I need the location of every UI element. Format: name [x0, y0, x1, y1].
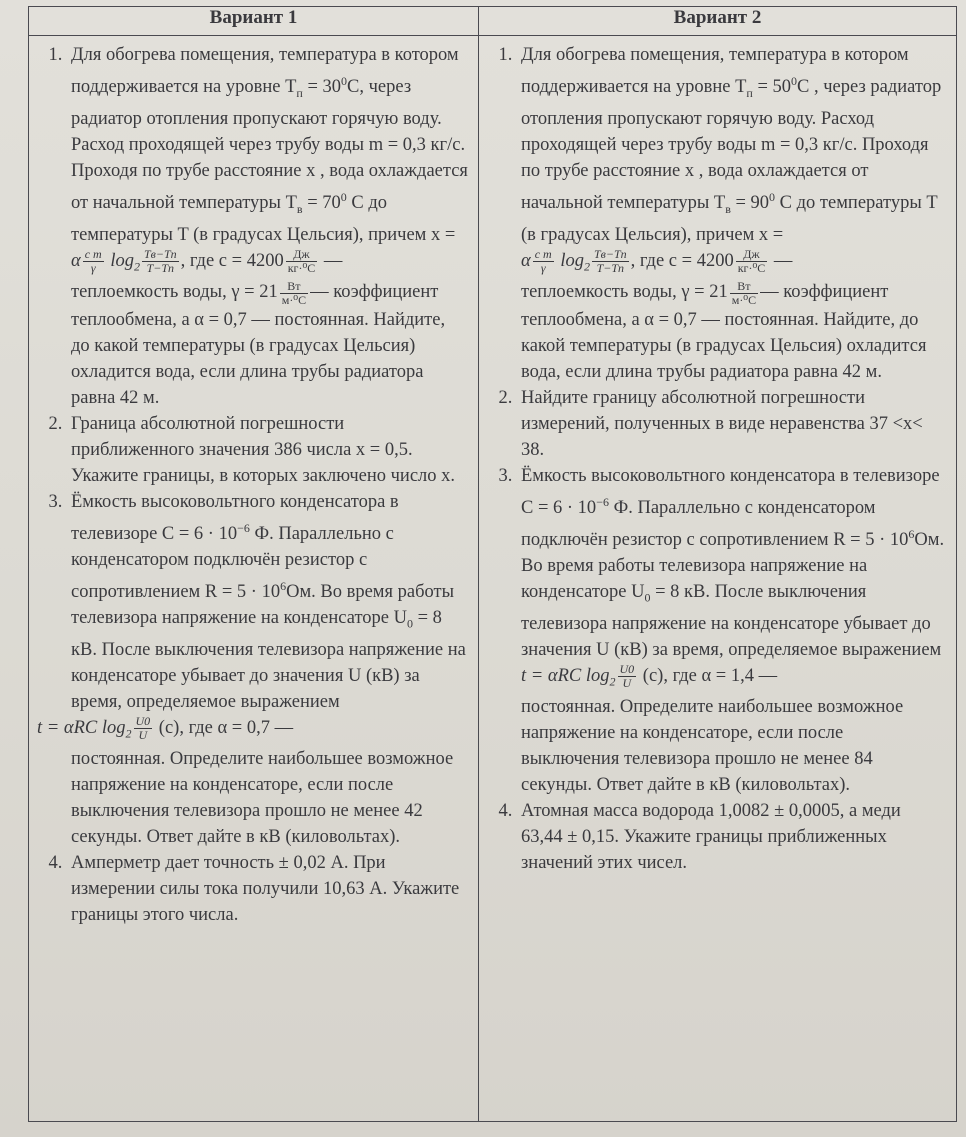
v1-t1-sup-b: 0	[340, 189, 347, 204]
v2-t1-frac-unit-g	[730, 280, 758, 307]
v2-t1-text-b: =	[752, 77, 768, 98]
v2-t1-log: log	[560, 250, 584, 271]
v2-t1-frac-temp-den: T−Tп	[596, 260, 625, 275]
v1-t1-frac-cm-num: c m	[84, 246, 102, 261]
variant-2-header: Вариант 2	[479, 7, 957, 36]
v1-t1-text-d: С, через радиатор отопления пропускают горячую воду. Расход проходящей через трубу воды m = 0,3 кг/с. Проходя по трубе расстояние x , вода охлаждается от начальной температуры T	[71, 77, 468, 213]
v1-task-1	[67, 42, 468, 411]
v2-t1-unit-c-den: кг·⁰С	[737, 260, 766, 275]
v1-t1-frac-unit-c	[286, 248, 318, 275]
v1-t1-text-b: =	[302, 77, 318, 98]
v2-t1-frac-unit-c	[736, 248, 768, 275]
v1-t1-c-value: , где c = 4200	[180, 250, 284, 271]
v2-t1-dash-2: —	[760, 282, 779, 303]
v1-t3-sub-a: 0	[407, 616, 413, 631]
v1-t1-text-e: = 70	[302, 193, 341, 213]
v2-task-3	[517, 463, 946, 799]
v1-t1-frac-temp-num: Tв−Tп	[143, 246, 177, 261]
v2-t3-sup-a: −6	[596, 494, 609, 509]
v2-t1-frac-temp	[592, 248, 629, 275]
v1-t3-frac-den: U	[138, 727, 148, 742]
variant-2-column	[479, 36, 957, 1122]
v1-t3-frac-num: U0	[135, 713, 151, 728]
v1-t3-formula-lead: t = αRC log	[37, 717, 126, 738]
v2-t1-text-g: коэффициент теплообмена, а α = 0,7 — постоянная. Найдите, до какой температуры (в градусах Цельсия) охладится вода, если длина трубы радиатора равна 42 м.	[521, 282, 927, 382]
v2-t1-text-a: Для обогрева помещения, температура в котором поддерживается на уровне Т	[521, 45, 909, 98]
v1-t3-sup-a: −6	[237, 520, 250, 535]
v2-t3-text-b: Ф. Параллельно с конденсатором подключён резистор с сопротивлением R = 5 · 10	[521, 497, 909, 550]
v2-t3-text-e: постоянная. Определите наибольшее возможное напряжение на конденсаторе, если после выключения телевизора прошло не менее 84 секунды. Ответ дайте в кВ (киловольтах).	[521, 697, 904, 796]
v1-t1-frac-cm-den: γ	[90, 260, 96, 275]
v1-t1-text-c: 30	[322, 77, 342, 98]
v2-t1-c-value: , где c = 4200	[630, 250, 734, 271]
v2-t1-sub-a: п	[746, 85, 753, 100]
v2-task-2: 2. Найдите границу абсолютной погрешности измерений, полученных в виде неравенства 37 <x< 38.	[517, 385, 946, 463]
v1-t1-formula	[71, 246, 181, 275]
v2-t1-frac-cm	[533, 248, 554, 275]
v1-t1-frac-temp-den: T−Tп	[146, 260, 175, 275]
v1-t1-sub-b: в	[296, 201, 303, 216]
v2-t1-log-base: 2	[583, 259, 590, 274]
v1-t1-unit-g-num: Вт	[280, 280, 308, 294]
v2-t3-frac-den: U	[622, 675, 632, 690]
v1-t3-text-c: Ом. Во время работы телевизора напряжение на конденсаторе U	[71, 581, 455, 628]
v1-t1-unit-g-den: м·⁰С	[281, 292, 307, 307]
v2-t1-text-e: = 90	[730, 193, 770, 213]
v1-t1-dash-2: —	[310, 282, 329, 303]
v1-t1-frac-cm	[83, 248, 104, 275]
v1-t3-formula-rest: (с), где α = 0,7 —	[154, 717, 294, 738]
v2-t1-text-f: С до температуры T (в градусах Цельсия), причем x =	[521, 193, 938, 245]
v2-t1-frac-cm-num: c m	[534, 246, 552, 261]
v1-t3-text-b: Ф. Параллельно с конденсатором подключён резистор с сопротивлением R = 5 · 10	[71, 523, 394, 602]
v2-t3-sub-a: 0	[644, 590, 651, 605]
v1-t1-unit-c-num: Дж	[286, 248, 318, 262]
v2-t1-unit-g-den: м·⁰С	[731, 292, 757, 307]
v1-task-4: 4. Амперметр дает точность ± 0,02 А. При измерении силы тока получили 10,63 А. Укажите границы этого числа.	[67, 850, 468, 928]
v2-t3-text-a: Ёмкость высоковольтного конденсатора в телевизоре C = 6 · 10	[521, 465, 940, 518]
v1-t1-log-base: 2	[133, 259, 140, 274]
v2-t1-frac-cm-den: γ	[540, 260, 546, 275]
v2-t1-sub-b: в	[725, 201, 731, 216]
v2-t3-formula-lead: t = αRC log	[521, 665, 610, 686]
v2-t3-formula	[521, 661, 638, 690]
v1-t1-sup-a: 0	[341, 74, 348, 88]
v1-t1-frac-temp	[142, 248, 179, 275]
variant-1-task-list	[35, 42, 468, 928]
v2-t1-sup-a: 0	[791, 74, 798, 88]
v2-t1-unit-g-num: Вт	[730, 280, 758, 294]
v2-t3-text-c: Ом. Во время работы телевизора напряжение на конденсаторе U	[521, 529, 945, 602]
v2-t3-log-base: 2	[609, 674, 616, 689]
v2-t1-frac-temp-num: Tв−Tп	[593, 246, 627, 261]
v1-t3-log-base: 2	[125, 726, 132, 741]
header-row	[29, 7, 957, 36]
v2-t3-formula-rest: (с), где α = 1,4 —	[638, 665, 778, 686]
v1-t1-text-g: коэффициент теплообмена, а α = 0,7 — постоянная. Найдите, до какой температуры (в градусах Цельсия) охладится вода, если длина трубы радиатора равна 42 м.	[71, 282, 446, 408]
v2-t3-frac	[618, 663, 637, 690]
v2-t1-formula	[521, 246, 631, 275]
v1-t3-text-d: = 8 кВ. После выключения телевизора напряжение на конденсаторе убывает до значения U (кВ) за время, определяемое выражением	[71, 607, 466, 712]
v1-t3-text-a: Ёмкость высоковольтного конденсатора в телевизоре C = 6 · 10	[71, 491, 399, 544]
v2-t3-frac-num: U0	[619, 661, 635, 676]
v1-task-2: 2. Граница абсолютной погрешности приближенного значения 386 числа x = 0,5. Укажите границы, в которых заключено число x.	[67, 411, 468, 489]
v1-t1-unit-c-den: кг·⁰С	[287, 260, 316, 275]
v2-t1-sup-b: 0	[769, 189, 776, 204]
v2-t1-gamma: теплоемкость воды, γ = 21	[521, 282, 728, 303]
v1-t1-text-f: С до температуры T (в градусах Цельсия), причем x =	[71, 193, 456, 245]
v1-t3-sup-b: 6	[280, 578, 287, 593]
v1-t1-alpha: α	[71, 250, 81, 271]
v1-t1-gamma: теплоемкость воды, γ = 21	[71, 282, 278, 303]
v2-t1-unit-c-num: Дж	[736, 248, 768, 262]
v1-t1-sub-a: п	[296, 85, 303, 100]
variant-1-header: Вариант 1	[29, 7, 479, 36]
variants-table	[28, 6, 957, 1122]
v1-t1-log: log	[110, 250, 134, 271]
v1-t3-frac	[134, 715, 153, 742]
v1-task-3	[37, 489, 468, 851]
v2-t1-dash: —	[769, 250, 793, 271]
variant-1-column	[29, 36, 479, 1122]
v2-t3-text-d: = 8 кВ. После выключения телевизора напряжение на конденсаторе убывает до значения U (кВ) за время, определяемое выражением	[521, 581, 942, 660]
v2-t1-alpha: α	[521, 250, 531, 271]
content-row	[29, 36, 957, 1122]
v2-task-4: 4. Атомная масса водорода 1,0082 ± 0,0005, а меди 63,44 ± 0,15. Укажите границы приближенных значений этих чисел.	[517, 798, 946, 876]
v1-t1-text-a: Для обогрева помещения, температура в котором поддерживается на уровне Т	[71, 45, 459, 98]
v2-t3-sup-b: 6	[908, 526, 915, 541]
v1-t3-formula	[37, 713, 154, 742]
v1-t3-text-e: постоянная. Определите наибольшее возможное напряжение на конденсаторе, если после выключения телевизора прошло не менее 42 секунды. Ответ дайте в кВ (киловольтах).	[71, 749, 454, 848]
v1-t1-dash: —	[319, 250, 343, 271]
v2-t1-text-d: С , через радиатор отопления пропускают горячую воду. Расход проходящей через трубу воды m = 0,3 кг/с. Проходя по трубе расстояние x , вода охлаждается от начальной температуры T	[521, 77, 942, 213]
v1-t1-frac-unit-g	[280, 280, 308, 307]
v2-task-1	[517, 42, 946, 385]
variant-2-task-list	[485, 42, 946, 876]
v2-t1-text-c: 50	[772, 77, 792, 98]
